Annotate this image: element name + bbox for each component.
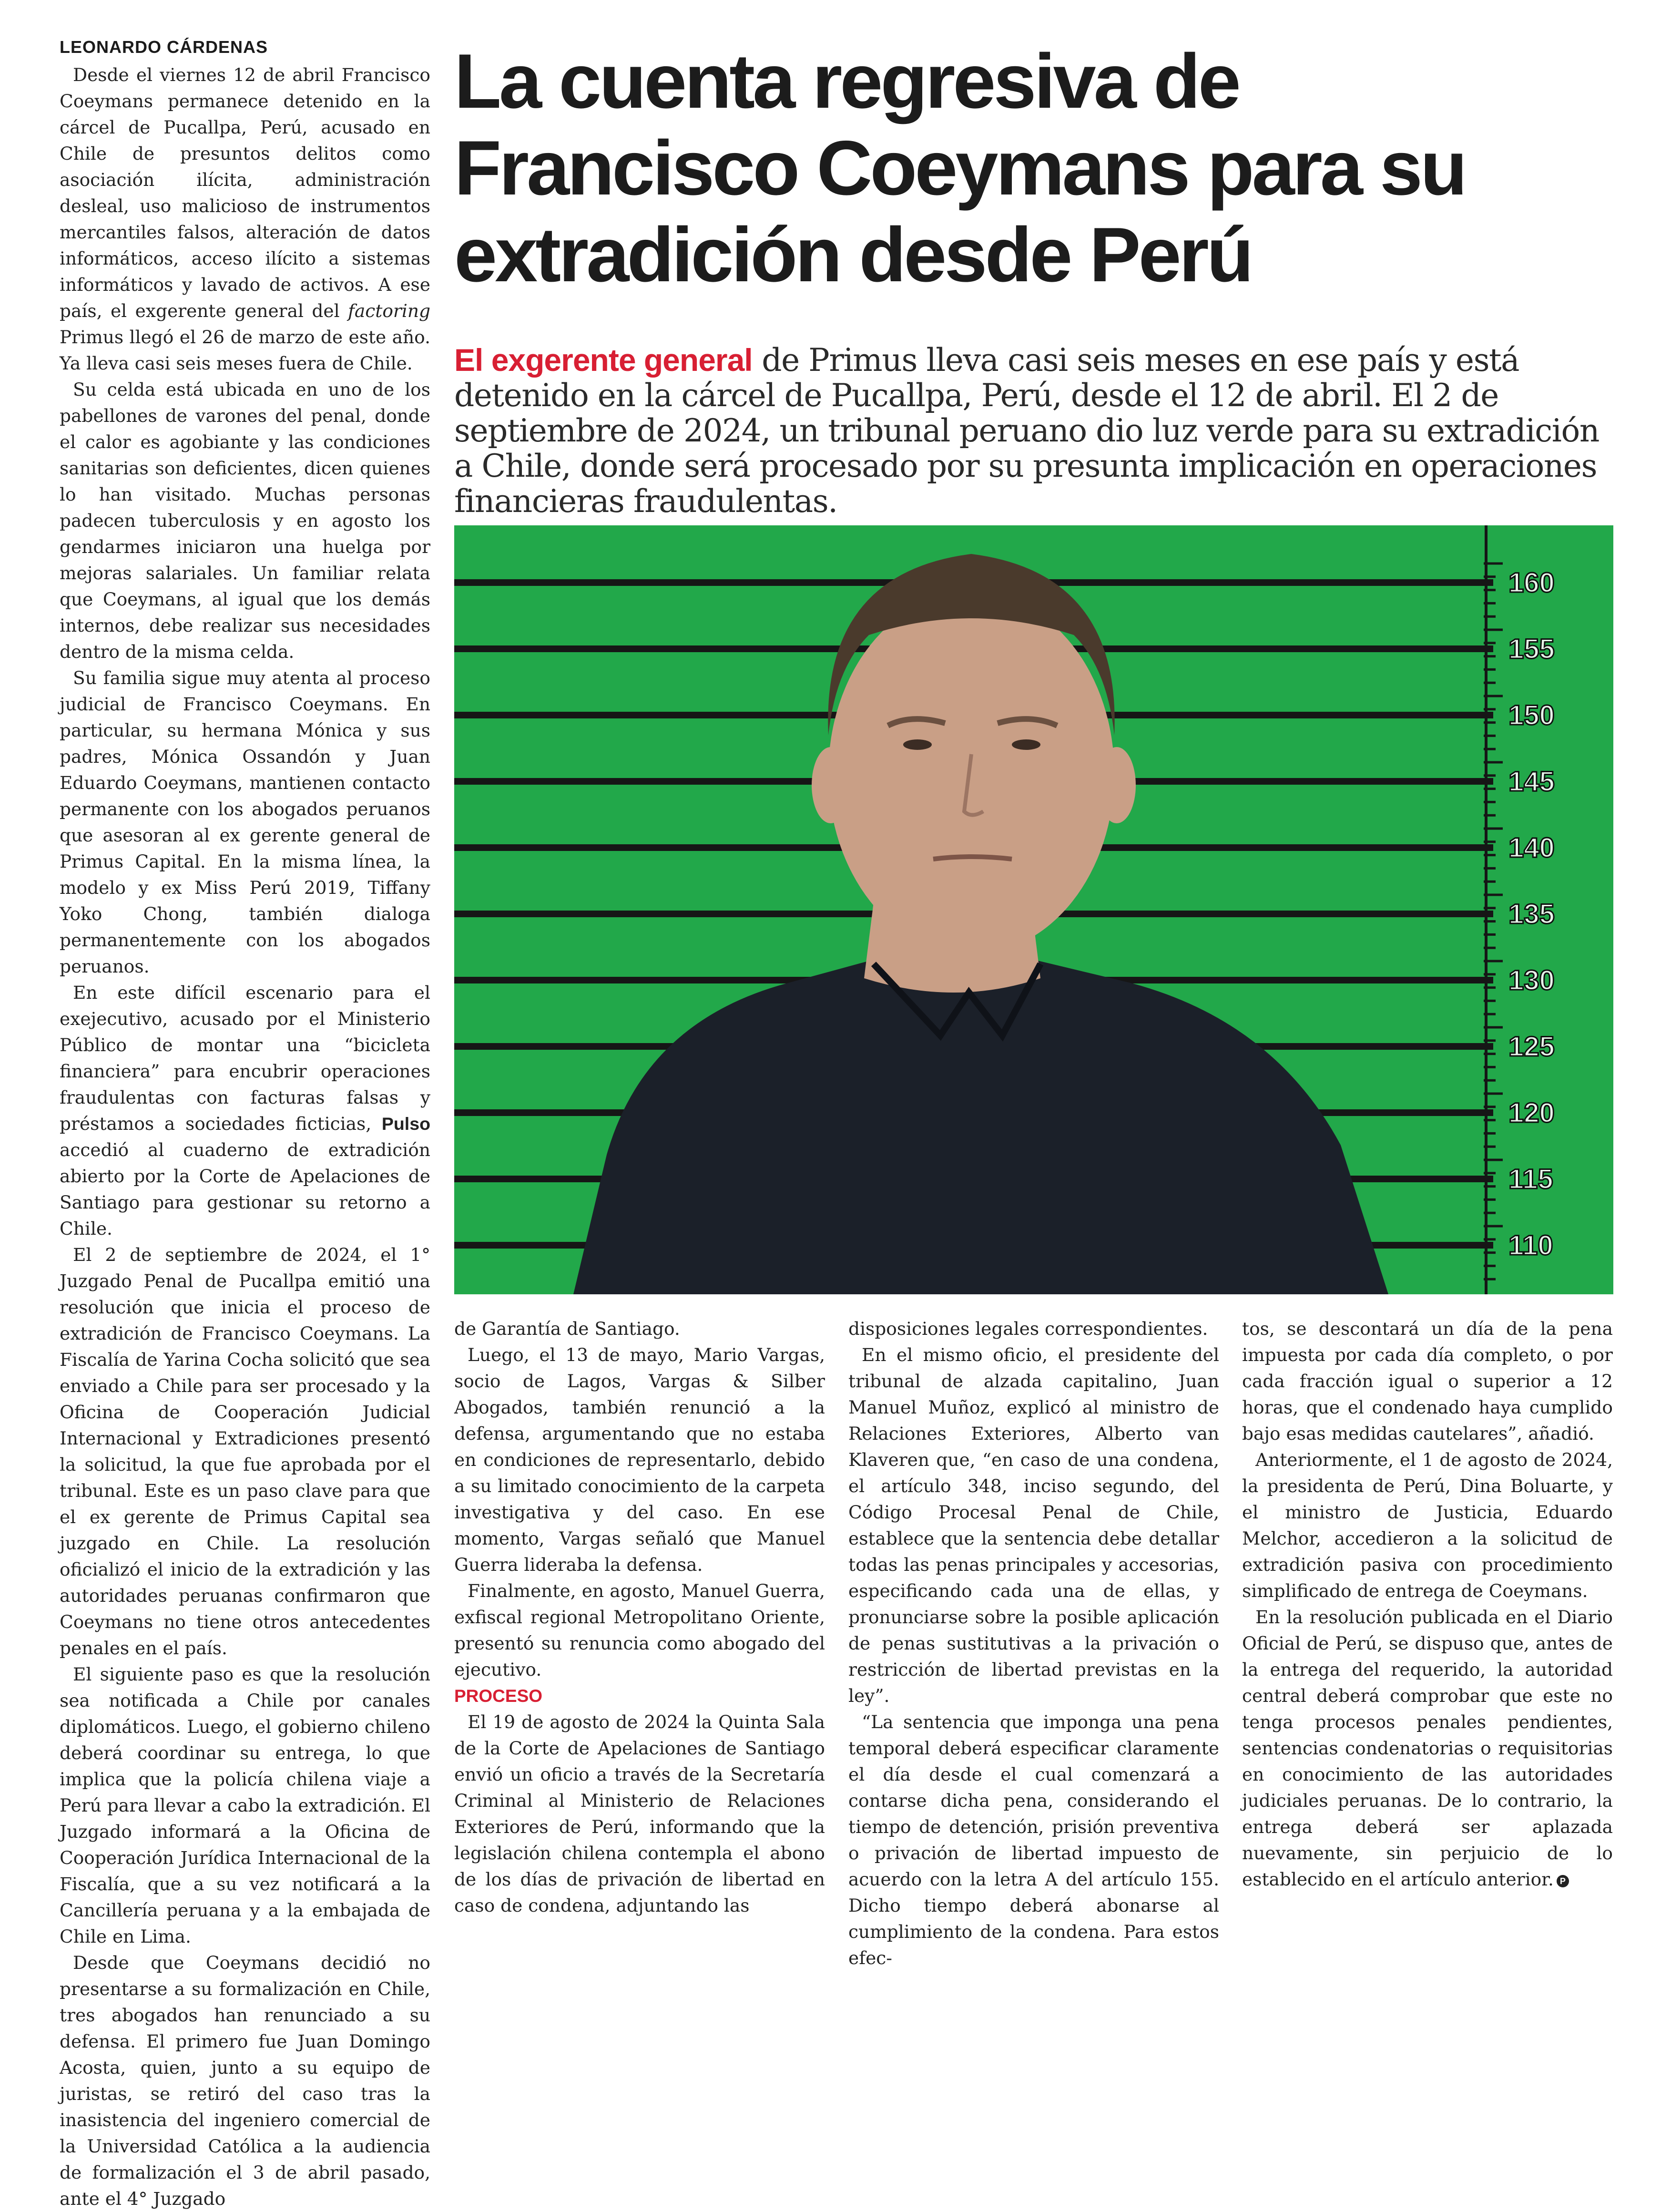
headline-line-3: extradición desde Perú — [454, 212, 1252, 298]
height-label: 140 — [1508, 832, 1555, 863]
paragraph: Finalmente, en agosto, Manuel Guerra, exfiscal regional Metropolitano Oriente, presentó su renuncia como abogado del ejecutivo. — [454, 1580, 825, 1680]
mouth — [933, 857, 1012, 859]
height-label: 155 — [1508, 634, 1555, 665]
height-label: 115 — [1508, 1164, 1553, 1195]
paragraph — [1242, 1604, 1613, 1893]
end-mark-icon: P — [1557, 1875, 1569, 1887]
headline-line-2: Francisco Coeymans para su — [454, 125, 1465, 211]
paragraph: El 19 de agosto de 2024 la Quinta Sala de la Corte de Apelaciones de Santiago envió un oficio a través de la Secretaría Criminal al Ministerio de Relaciones Exteriores de Perú, informando que la legislación chilena contempla el abono de los días de privación de libertad en caso de condena, adjuntando las — [454, 1711, 825, 1916]
deck-text: de Primus lleva casi seis meses en ese país y está detenido en la cárcel de Pucallpa, Perú, desde el 12 de abril. El 2 de septiembre de 2024, un tribunal peruano dio luz verde para su extradición a Chile, donde será procesado por su presunta implicación en operaciones financieras fraudulentas. — [454, 342, 1599, 520]
headline-line-1: La cuenta regresiva de — [454, 38, 1239, 124]
height-label: 120 — [1508, 1097, 1555, 1128]
paragraph-text: Desde el viernes 12 de abril Francisco Coeymans permanece detenido en la cárcel de Pucallpa, Perú, acusado en Chile de presuntos delitos como asociación ilícita, administración desleal, uso malicioso de instrumentos mercantiles falsos, alteración de datos informáticos, acceso ilícito a sistemas informáticos y lavado de activos. A ese país, el exgerente general del — [60, 64, 430, 321]
paragraph-text: Primus llegó el 26 de marzo de este año. Ya lleva casi seis meses fuera de Chile. — [60, 327, 430, 374]
article-column-left — [60, 62, 430, 2212]
paragraph: Desde que Coeymans decidió no presentarse a su formalización en Chile, tres abogados han renunciado a su defensa. El primero fue Juan Domingo Acosta, quien, junto a su equipo de juristas, se retiró del caso tras la inasistencia del ingeniero comercial de la Universidad Católica a la audiencia de formalización el 3 de abril pasado, ante el 4° Juzgado — [60, 1952, 430, 2209]
paragraph: disposiciones legales correspondientes. — [848, 1318, 1208, 1339]
face — [828, 592, 1114, 954]
article-column-3 — [848, 1316, 1219, 1971]
paragraph: Su familia sigue muy atenta al proceso judicial de Francisco Coeymans. En particular, su hermana Mónica y sus padres, Mónica Ossandón y Juan Eduardo Coeymans, mantienen contacto permanente con los abogados peruanos que asesoran al ex gerente general de Primus Capital. En la misma línea, la modelo y ex Miss Perú 2019, Tiffany Yoko Chong, también dialoga permanentemente con los abogados peruanos. — [60, 667, 430, 977]
paragraph: Luego, el 13 de mayo, Mario Vargas, socio de Lagos, Vargas & Silber Abogados, también renunció a la defensa, argumentando que no estaba en condiciones de representarlo, debido a su limitado conocimiento de la carpeta investigativa y del caso. En ese momento, Vargas señaló que Manuel Guerra lideraba la defensa. — [454, 1344, 825, 1575]
headline — [454, 38, 1608, 298]
eye — [903, 739, 932, 750]
paragraph — [60, 980, 430, 1242]
height-label: 150 — [1508, 700, 1555, 731]
publication-name: Pulso — [381, 1114, 430, 1134]
paragraph: “La sentencia que imponga una pena temporal deberá especificar claramente el día desde el cual comenzará a contarse dicha pena, considerando el tiempo de detención, prisión preventiva o privación de libertad impuesto de acuerdo con la letra A del artículo 155. Dicho tiempo deberá abonarse al cumplimiento de la condena. Para estos efec- — [848, 1711, 1219, 1968]
section-heading: PROCESO — [454, 1686, 543, 1706]
byline: LEONARDO CÁRDENAS — [60, 37, 268, 57]
paragraph-text: En este difícil escenario para el exejecutivo, acusado por el Ministerio Público de montar una “bicicleta financiera” para encubrir operaciones fraudulentas con facturas falsas y préstamos a sociedades ficticias, — [60, 982, 430, 1134]
mugshot-photo — [454, 525, 1613, 1294]
paragraph: El 2 de septiembre de 2024, el 1° Juzgado Penal de Pucallpa emitió una resolución que inicia el proceso de extradición de Francisco Coeymans. La Fiscalía de Yarina Cocha solicitó que sea enviado a Chile para ser procesado y la Oficina de Cooperación Judicial Internacional y Extradiciones presentó la solicitud, la que fue aprobada por el tribunal. Este es un paso clave para que el ex gerente de Primus Capital sea juzgado en Chile. La resolución oficializó el inicio de la extradición y las autoridades peruanas confirmaron que Coeymans no tiene otros antecedentes penales en el país. — [60, 1244, 430, 1659]
paragraph-text: En la resolución publicada en el Diario Oficial de Perú, se dispuso que, antes de la entrega del requerido, la autoridad central deberá comprobar que este no tenga procesos penales pendientes, sentencias condenatorias o requisitorias en conocimiento de las autoridades judiciales peruanas. De lo contrario, la entrega deberá ser aplazada nuevamente, sin perjuicio de lo establecido en el artículo anterior. — [1242, 1607, 1613, 1890]
paragraph-text: accedió al cuaderno de extradición abierto por la Corte de Apelaciones de Santiago para gestionar su retorno a Chile. — [60, 1139, 430, 1239]
paragraph: Anteriormente, el 1 de agosto de 2024, la presidenta de Perú, Dina Boluarte, y el ministro de Justicia, Eduardo Melchor, accedieron a la solicitud de extradición pasiva con procedimiento simplificado de entrega de Coeymans. — [1242, 1449, 1613, 1601]
deck-summary — [454, 342, 1612, 519]
paragraph: Su celda está ubicada en uno de los pabellones de varones del penal, donde el calor es agobiante y las condiciones sanitarias son deficientes, dicen quienes lo han visitado. Muchas personas padecen tuberculosis y en agosto los gendarmes iniciaron una huelga por mejoras salariales. Un familiar relata que Coeymans, al igual que los demás internos, debe realizar sus necesidades dentro de la misma celda. — [60, 379, 430, 662]
article-column-2 — [454, 1316, 825, 1919]
paragraph — [60, 62, 430, 377]
paragraph: tos, se descontará un día de la pena impuesta por cada día completo, o por cada fracción igual o superior a 12 horas, que el condenado haya cumplido bajo esas medidas cautelares”, añadió. — [1242, 1318, 1613, 1444]
height-label: 145 — [1508, 766, 1555, 797]
height-label: 110 — [1508, 1230, 1553, 1261]
height-label: 135 — [1508, 899, 1555, 930]
paragraph: El siguiente paso es que la resolución sea notificada a Chile por canales diplomáticos. Luego, el gobierno chileno deberá coordinar su entrega, lo que implica que la policía chilena viaje a Perú para llevar a cabo la extradición. El Juzgado informará a la Oficina de Cooperación Jurídica Internacional de la Fiscalía, que a su vez notificará a la Cancillería peruana y a la embajada de Chile en Lima. — [60, 1664, 430, 1947]
paragraph: de Garantía de Santiago. — [454, 1318, 680, 1339]
height-label: 125 — [1508, 1031, 1555, 1062]
article-column-4 — [1242, 1316, 1613, 1893]
deck-lead: El exgerente general — [454, 342, 753, 378]
paragraph: En el mismo oficio, el presidente del tribunal de alzada capitalino, Juan Manuel Muñoz, explicó al ministro de Relaciones Exteriores, Alberto van Klaveren que, “en caso de una condena, el artículo 348, inciso segundo, del Código Procesal Penal de Chile, establece que la sentencia debe detallar todas las penas principales y accesorias, especificando cada una de ellas, y pronunciarse sobre la posible aplicación de penas sustitutivas a la privación o restricción de libertad previstas en la ley”. — [848, 1344, 1219, 1706]
mugshot-image — [454, 525, 1613, 1294]
height-label: 130 — [1508, 965, 1555, 996]
eye — [1012, 739, 1040, 750]
italic-term: factoring — [348, 300, 430, 321]
height-label: 160 — [1508, 567, 1555, 598]
